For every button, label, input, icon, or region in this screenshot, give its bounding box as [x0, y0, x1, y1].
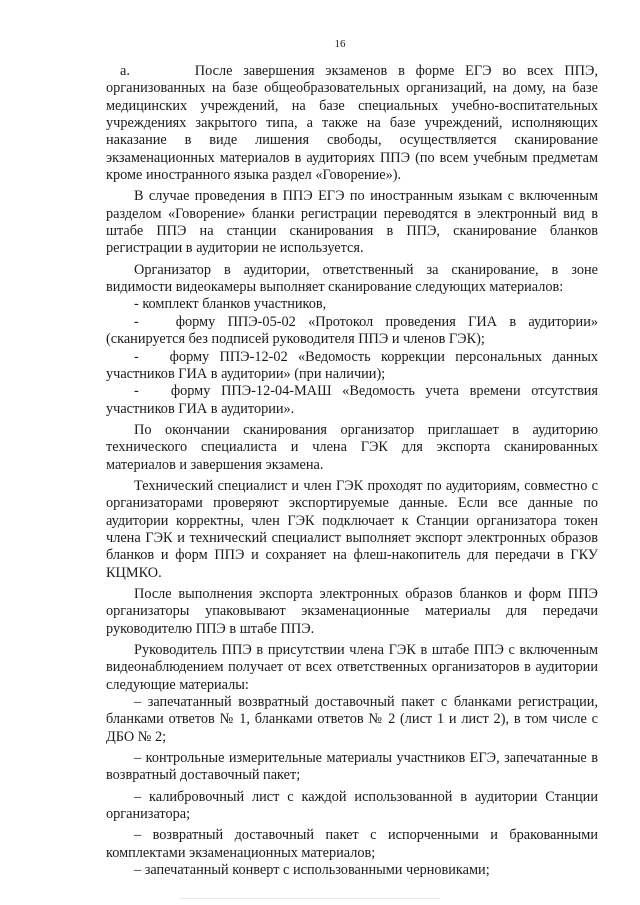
- list-item-calibration-sheet: – калибровочный лист с каждой использованной в аудитории Станции организатора;: [106, 788, 598, 823]
- paragraph-item-a: а. После завершения экзаменов в форме ЕГЭ во всех ППЭ, организованных на базе общеобразовательных организаций, на дому, на базе медицинских учреждений, на базе специальных учебно-воспитательных учреждениях закрытого типа, а также на базе учреждений, исполняющих наказание в виде лишения свободы, осуществляется сканирование экзаменационных материалов в аудиториях ППЭ (по всем учебным предметам кроме иностранного языка раздел «Говорение»).: [106, 63, 598, 184]
- document-body: [106, 63, 598, 879]
- list-item-form-ppe-12-04: - форму ППЭ-12-04-МАШ «Ведомость учета времени отсутствия участников ГИА в аудитории».: [106, 383, 598, 417]
- paragraph-end-of-scanning: По окончании сканирования организатор приглашает в аудиторию технического специалиста и члена ГЭК для экспорта сканированных материалов и завершения экзамена.: [106, 421, 598, 473]
- list-item-form-ppe-12-02: - форму ППЭ-12-02 «Ведомость коррекции персональных данных участников ГИА в аудитории» (при наличии);: [106, 348, 598, 382]
- paragraph-export: Технический специалист и член ГЭК проходят по аудиториям, совместно с организаторами проверяют экспортируемые данные. Если все данные по аудитории корректны, член ГЭК подключает к Станции организатора токен члена ГЭК и технический специалист выполняет экспорт электронных образов бланков и форм ППЭ и сохраняет на флеш-накопитель для передачи в ГКУ КЦМКО.: [106, 477, 598, 581]
- list-item-return-package: – запечатанный возвратный доставочный пакет с бланками регистрации, бланками ответов № 1, бланками ответов № 2 (лист 1 и лист 2), в том числе с ДБО № 2;: [106, 694, 598, 745]
- paragraph-packaging: После выполнения экспорта электронных образов бланков и форм ППЭ организаторы упаковывают экзаменационные материалы для передачи руководителю ППЭ в штабе ППЭ.: [106, 585, 598, 637]
- list-item-form-ppe-05-02: - форму ППЭ-05-02 «Протокол проведения ГИА в аудитории» (сканируется без подписей руководителя ППЭ и членов ГЭК);: [106, 313, 598, 348]
- paragraph-speaking-section: В случае проведения в ППЭ ЕГЭ по иностранным языкам с включенным разделом «Говорение» бланки регистрации переводятся в электронный вид в штабе ППЭ на станции сканирования в ППЭ, сканирование бланков регистрации в аудитории не используется.: [106, 188, 598, 257]
- list-item-drafts-envelope: – запечатанный конверт с использованными черновиками;: [134, 862, 490, 879]
- list-item-defective-kits: – возвратный доставочный пакет с испорченными и бракованными комплектами экзаменационных материалов;: [106, 827, 598, 861]
- list-item-participant-forms: - комплект бланков участников,: [134, 296, 327, 313]
- paragraph-scanning-organizer: Организатор в аудитории, ответственный за сканирование, в зоне видимости видеокамеры выполняет сканирование следующих материалов:: [106, 261, 598, 296]
- list-item-kim: – контрольные измерительные материалы участников ЕГЭ, запечатанные в возвратный доставочный пакет;: [106, 750, 598, 784]
- page-number: 16: [334, 38, 346, 50]
- scan-artifact-line: [180, 898, 440, 899]
- paragraph-head-receives: Руководитель ППЭ в присутствии члена ГЭК в штабе ППЭ с включенным видеонаблюдением получает от всех ответственных организаторов в аудитории следующие материалы:: [106, 642, 598, 693]
